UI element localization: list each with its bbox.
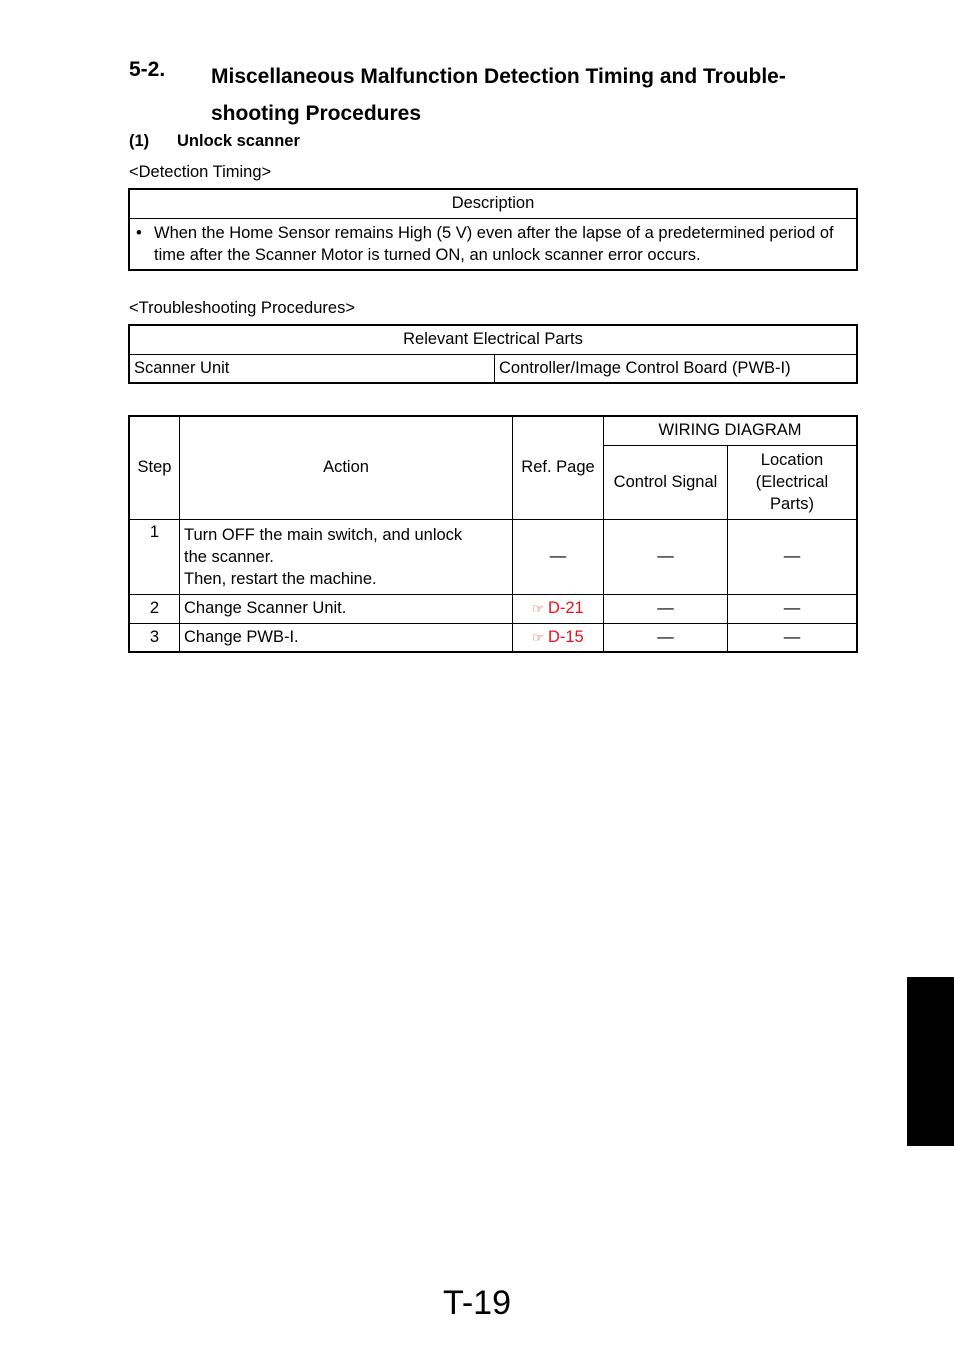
- ref-page-header: Ref. Page: [513, 416, 604, 519]
- location-header: [728, 445, 858, 519]
- pointing-hand-icon: ☞: [532, 601, 544, 616]
- steps-table: [128, 415, 858, 653]
- section-tab-marker: [907, 977, 954, 1146]
- troubleshooting-label: <Troubleshooting Procedures>: [129, 299, 355, 317]
- control-signal: —: [604, 519, 728, 594]
- step-number: 1: [129, 519, 180, 594]
- control-signal-header: Control Signal: [604, 445, 728, 519]
- page-number: T-19: [442, 1284, 512, 1322]
- section-number: 5-2.: [129, 58, 166, 81]
- location-header-line1: Location: [760, 451, 824, 469]
- step-action: [180, 519, 513, 594]
- part-controller-board: Controller/Image Control Board (PWB-I): [495, 354, 858, 383]
- step-action-line: Then, restart the machine.: [184, 569, 377, 588]
- detection-timing-label: <Detection Timing>: [129, 163, 272, 181]
- ref-page-link[interactable]: [513, 594, 604, 623]
- location: —: [728, 519, 858, 594]
- location-header-line2: (Electrical: [755, 473, 829, 491]
- step-number: 2: [129, 594, 180, 623]
- step-action-line: the scanner.: [184, 547, 274, 566]
- parts-table: [128, 324, 858, 384]
- step-number: 3: [129, 623, 180, 652]
- ref-page-text: D-21: [547, 599, 584, 617]
- description-cell: [129, 218, 857, 270]
- part-scanner-unit: Scanner Unit: [129, 354, 495, 383]
- control-signal: —: [604, 623, 728, 652]
- location: —: [728, 623, 858, 652]
- description-text: When the Home Sensor remains High (5 V) even after the lapse of a predetermined period of time after the Scanner Motor is turned ON, an unlock scanner error occurs.: [154, 223, 834, 264]
- ref-page-text: D-15: [547, 627, 584, 646]
- ref-page: —: [513, 519, 604, 594]
- table-row: [129, 594, 857, 623]
- step-action: Change Scanner Unit.: [180, 594, 513, 623]
- action-header: Action: [180, 416, 513, 519]
- control-signal: —: [604, 594, 728, 623]
- description-header: Description: [129, 189, 857, 218]
- location: —: [728, 594, 858, 623]
- subsection-number: (1): [129, 132, 150, 150]
- bullet-mark: •: [136, 223, 142, 242]
- ref-page-link[interactable]: [513, 623, 604, 652]
- table-row: [129, 519, 857, 594]
- parts-header: Relevant Electrical Parts: [129, 325, 857, 354]
- table-row: [129, 623, 857, 652]
- step-header: Step: [129, 416, 180, 519]
- location-header-line3: Parts): [769, 495, 814, 513]
- detection-table: [128, 188, 858, 271]
- pointing-hand-icon: ☞: [532, 629, 544, 645]
- subsection-title: Unlock scanner: [177, 132, 300, 150]
- wiring-diagram-header: WIRING DIAGRAM: [604, 416, 858, 445]
- section-title: Miscellaneous Malfunction Detection Timing and Trouble-shooting Procedures: [211, 65, 786, 125]
- step-action-line: Turn OFF the main switch, and unlock: [184, 525, 463, 544]
- step-action: Change PWB-I.: [180, 623, 513, 652]
